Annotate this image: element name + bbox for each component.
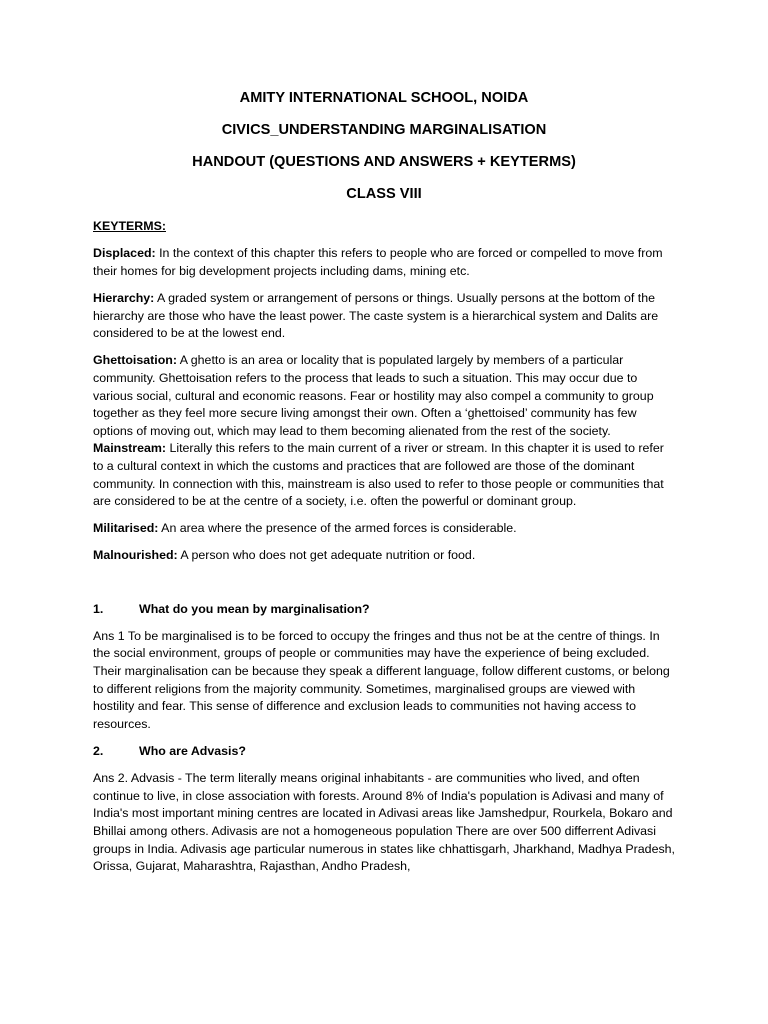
question-number: 2. bbox=[93, 744, 104, 758]
keyterm-label: Malnourished: bbox=[93, 548, 178, 563]
keyterm-malnourished bbox=[93, 547, 675, 565]
keyterm-definition: In the context of this chapter this refers to people who are forced or compelled to move from their homes for big development projects including dams, mining etc. bbox=[93, 246, 663, 278]
keyterm-label: Ghettoisation: bbox=[93, 353, 177, 368]
keyterm-ghettoisation bbox=[93, 352, 675, 440]
keyterm-definition: An area where the presence of the armed forces is considerable. bbox=[158, 521, 517, 536]
keyterm-definition: A graded system or arrangement of persons or things. Usually persons at the bottom of the hierarchy are those who have the least power. The caste system is a hierarchical system and Dalits are considered to be at the lowest end. bbox=[93, 290, 659, 341]
keyterm-label: Mainstream: bbox=[93, 441, 166, 456]
question-number: 1. bbox=[93, 601, 104, 616]
keyterm-militarised bbox=[93, 520, 675, 538]
class-title: CLASS VIII bbox=[346, 186, 422, 202]
keyterm-label: Militarised: bbox=[93, 521, 159, 536]
answer-1: Ans 1 To be marginalised is to be forced to occupy the fringes and thus not be at the centre of things. In the social environment, groups of people or communities may have the experience of being excluded. Their marginalisation can be because they speak a different language, follow different customs, or belong to different religions from the majority community. Sometimes, marginalised groups are viewed with hostility and fear. This sense of difference and exclusion leads to communities not having access to resources. bbox=[93, 628, 670, 731]
question-1 bbox=[93, 601, 675, 619]
subject-title: CIVICS_UNDERSTANDING MARGINALISATION bbox=[221, 122, 547, 138]
section-spacer bbox=[93, 575, 675, 601]
keyterms-heading: KEYTERMS: bbox=[93, 219, 166, 233]
handout-title: HANDOUT (QUESTIONS AND ANSWERS + KEYTERMS) bbox=[192, 154, 576, 170]
keyterm-label: Hierarchy: bbox=[93, 290, 155, 305]
question-text: Who are Advasis? bbox=[139, 744, 246, 758]
answer-2: Ans 2. Advasis - The term literally means original inhabitants - are communities who lived, and often continue to live, in close association with forests. Around 8% of India's population is Adivasi and many of India's most important mining centres are located in Adivasi areas like Jamshedpur, Rourkela, Bokaro and Bhillai among others. Adivasis are not a homogeneous population There are over 500 differrent Adivasi groups in India. Adivasis age particular numerous in states like chhattisgarh, Jharkhand, Madhya Pradesh, Orissa, Gujarat, Maharashtra, Rajasthan, Andho Pradesh, bbox=[93, 771, 675, 874]
keyterm-label: Displaced: bbox=[93, 246, 156, 261]
question-text: What do you mean by marginalisation? bbox=[139, 601, 370, 616]
question-2 bbox=[93, 743, 675, 761]
keyterm-hierarchy bbox=[93, 290, 675, 343]
keyterm-definition: A person who does not get adequate nutrition or food. bbox=[177, 548, 476, 563]
school-name: AMITY INTERNATIONAL SCHOOL, NOIDA bbox=[239, 90, 529, 106]
keyterm-definition: Literally this refers to the main current of a river or stream. In this chapter it is used to refer to a cultural context in which the customs and practices that are followed are those of the dominant community. In connection with this, mainstream is also used to refer to those people or communities that are considered to be at the centre of a society, i.e. often the powerful or dominant group. bbox=[93, 441, 664, 509]
keyterm-definition: A ghetto is an area or locality that is populated largely by members of a particular community. Ghettoisation refers to the process that leads to such a situation. This may occur due to various social, cultural and economic reasons. Fear or hostility may also compel a community to group together as they feel more secure living amongst their own. Often a ‘ghettoised’ community has few options of moving out, which may lead to them becoming alienated from the rest of the society. bbox=[93, 353, 654, 438]
keyterm-mainstream bbox=[93, 440, 675, 510]
document-page bbox=[93, 88, 675, 885]
keyterm-displaced bbox=[93, 245, 675, 280]
